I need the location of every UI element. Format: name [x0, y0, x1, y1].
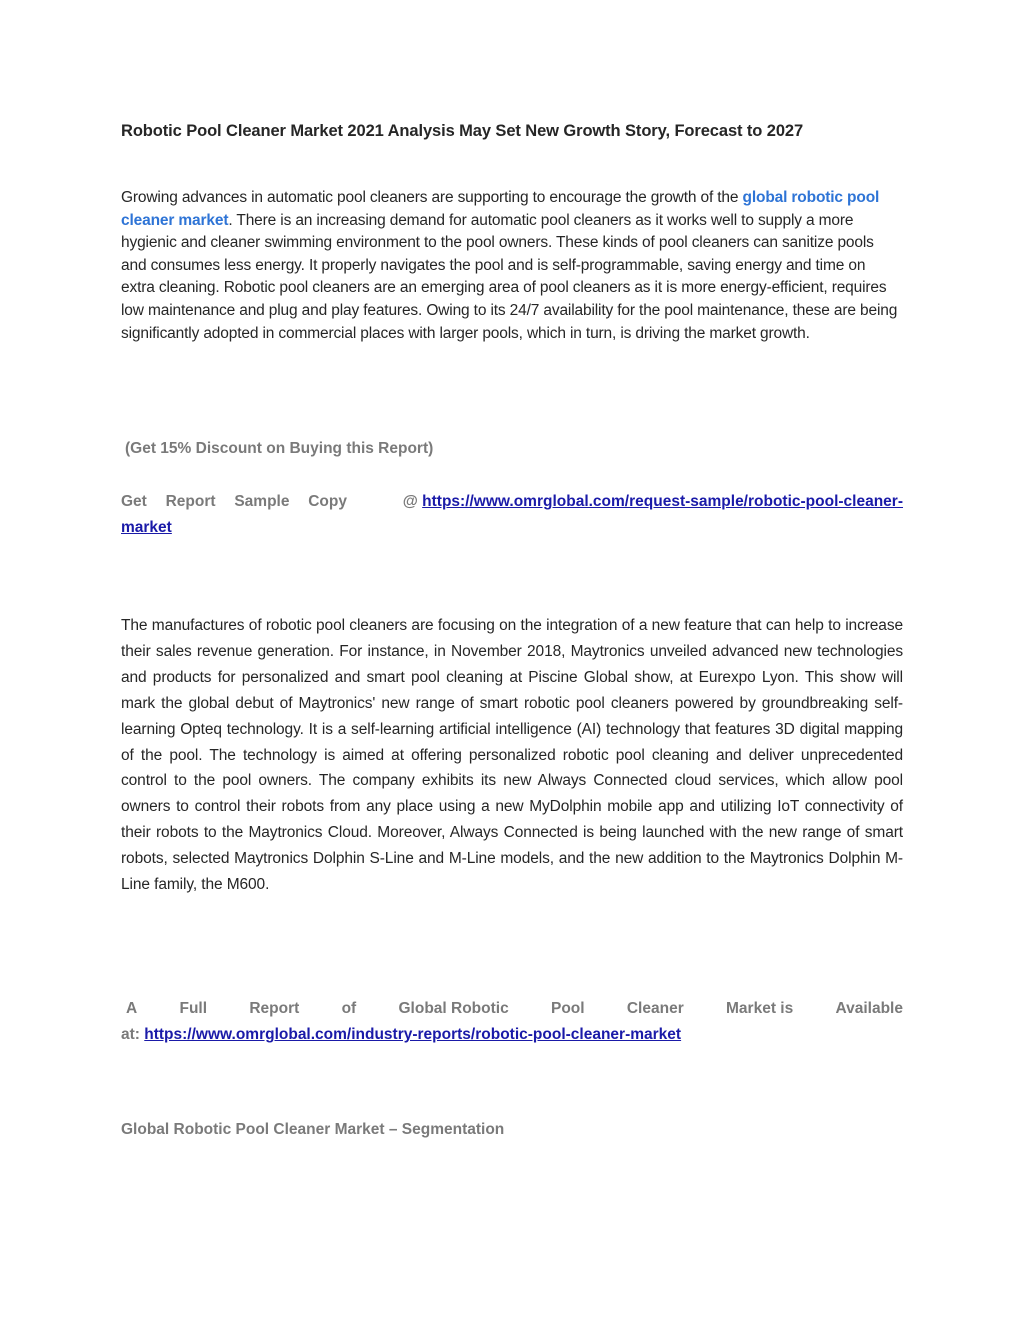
full-report-word: Full — [179, 1000, 208, 1017]
at-sign: @ — [402, 493, 418, 510]
full-report-word: of — [341, 1000, 357, 1017]
intro-paragraph — [121, 187, 903, 345]
body-paragraph: The manufactures of robotic pool cleaners are focusing on the integration of a new feature that can help to increase their sales revenue generation. For instance, in November 2018, Maytronics unveiled advanced new technologies and products for personalized and smart pool cleaning at Piscine Global show, at Eurexpo Lyon. This show will mark the global debut of Maytronics' new range of smart robotic pool cleaners powered by groundbreaking self-learning Opteq technology. It is a self-learning artificial intelligence (AI) technology that features 3D digital mapping of the pool. The technology is aimed at offering personalized robotic pool cleaning and deliver unprecedented control to the pool owners. The company exhibits its new Always Connected cloud services, which allow pool owners to control their robots from any place using a new MyDolphin mobile app and utilizing IoT connectivity of their robots to the Maytronics Cloud. Moreover, Always Connected is being launched with the new range of smart robots, selected Maytronics Dolphin S-Line and M-Line models, and the new addition to the Maytronics Dolphin M-Line family, the M600. — [121, 617, 903, 894]
full-report-word: Pool — [550, 1000, 585, 1017]
sample-url-line — [403, 489, 903, 515]
sample-url-link-continued[interactable]: market — [121, 519, 172, 536]
full-report-word: Global Robotic — [398, 1000, 509, 1017]
full-report-line — [121, 996, 903, 1048]
sample-word: Report — [165, 493, 216, 510]
intro-text-after: . There is an increasing demand for automatic pool cleaners as it works well to supply a more hygienic and cleaner swimming environment to the pool owners. These kinds of pool cleaners can sanitize pools and consumes less energy. It properly navigates the pool and is self-programmable, saving energy and time on extra cleaning. Robotic pool cleaners are an emerging area of pool cleaners as it is more energy-efficient, requires low maintenance and plug and play features. Owing to its 24/7 availability for the pool maintenance, these are being significantly adopted in commercial places with larger pools, which in turn, is driving the market growth. — [121, 211, 898, 342]
full-report-word: A — [126, 1000, 138, 1017]
intro-text-before: Growing advances in automatic pool cleaners are supporting to encourage the growth of the — [121, 189, 743, 206]
sample-label — [121, 489, 347, 515]
full-report-at-label: at: — [121, 1026, 140, 1043]
discount-text: (Get 15% Discount on Buying this Report) — [125, 440, 434, 457]
full-report-word: Cleaner — [626, 1000, 684, 1017]
full-report-url-link[interactable]: https://www.omrglobal.com/industry-reports/robotic-pool-cleaner-market — [144, 1026, 682, 1043]
market-link[interactable]: global robotic pool cleaner market — [121, 189, 880, 229]
sample-word: Copy — [308, 493, 347, 510]
sample-url-link[interactable]: https://www.omrglobal.com/request-sample/robotic-pool-cleaner- — [422, 493, 903, 510]
segmentation-heading: Global Robotic Pool Cleaner Market – Segmentation — [121, 1121, 505, 1138]
full-report-word: Available — [835, 1000, 903, 1017]
document-title: Robotic Pool Cleaner Market 2021 Analysis May Set New Growth Story, Forecast to 2027 — [121, 122, 804, 140]
sample-request-line — [121, 489, 903, 541]
full-report-word: Report — [249, 1000, 300, 1017]
full-report-word: Market is — [726, 1000, 794, 1017]
sample-word: Sample — [234, 493, 290, 510]
sample-word: Get — [121, 493, 147, 510]
